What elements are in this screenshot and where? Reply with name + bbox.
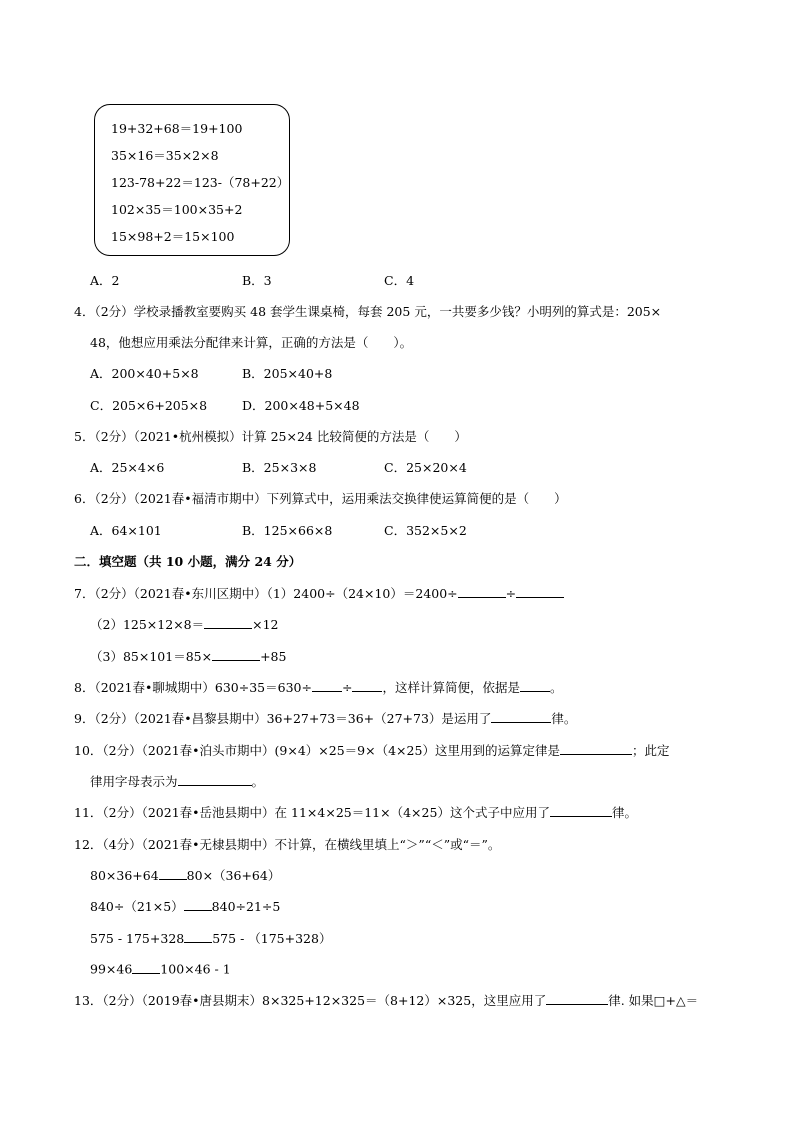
q13-text-a: 13．（2分）（2019春•唐县期末）8×325+12×325＝（8+12）×325，这里应用了: [74, 993, 547, 1008]
q7-line3-tail: +85: [260, 649, 287, 664]
q8-text-a: 8．（2021春•聊城期中）630÷35＝630÷: [74, 680, 312, 695]
q4-option-a[interactable]: A．200×40+5×8: [90, 366, 199, 381]
q8-text-b: ÷: [341, 680, 353, 695]
q9-line: [74, 709, 576, 727]
q7-blank-4[interactable]: [212, 648, 260, 662]
equation-2: 35×16＝35×2×8: [111, 148, 219, 163]
q11-text-a: 11．（2分）（2021春•岳池县期中）在 11×4×25＝11×（4×25）这个式子中应用了: [74, 805, 550, 820]
equation-3: 123-78+22＝123-（78+22）: [111, 175, 290, 190]
q10-text-a: 10．（2分）（2021春•泊头市期中）(9×4）×25＝9×（4×25）这里用到的运算定律是: [74, 743, 560, 758]
q4-option-c[interactable]: C．205×6+205×8: [90, 398, 208, 413]
q13-blank-1[interactable]: [546, 992, 608, 1006]
q7-line3: [90, 647, 286, 665]
q12-item-4-right: 100×46 - 1: [160, 961, 231, 977]
q12-item-1-right: 80×（36+64）: [186, 868, 281, 883]
q8-blank-1[interactable]: [312, 679, 342, 693]
q10-text-b: ；此定: [631, 743, 670, 758]
q11-line: [74, 803, 637, 821]
q6-text: 6．（2分）（2021春•福清市期中）下列算式中，运用乘法交换律使运算简便的是（ ）: [74, 491, 567, 506]
q4-text-line2: 48，他想应用乘法分配律来计算，正确的方法是（ ）。: [90, 335, 413, 350]
q4-text-line1: 4．（2分）学校录播教室要购买 48 套学生课桌椅，每套 205 元，一共要多少钱？小明列的算式是：205×: [74, 304, 662, 319]
q9-blank-1[interactable]: [491, 710, 551, 724]
q12-item-2: [90, 897, 280, 915]
q7-line1: [74, 584, 564, 602]
q12-item-4: [90, 960, 231, 977]
q7-line3-text: （3）85×101＝85×: [90, 649, 213, 664]
q12-blank-3[interactable]: [184, 930, 212, 944]
q7-blank-2[interactable]: [516, 585, 564, 599]
q12-blank-2[interactable]: [184, 898, 212, 912]
q7-line2-tail: ×12: [252, 617, 279, 632]
q8-blank-2[interactable]: [352, 679, 382, 693]
q12-text: 12．（4分）（2021春•无棣县期中）不计算，在横线里填上“＞”“＜”或“＝”。: [74, 837, 501, 852]
q7-line1-text: 7．（2分）（2021春•东川区期中）（1）2400÷（24×10）＝2400÷: [74, 586, 458, 601]
q3-option-b[interactable]: B．3: [242, 273, 272, 288]
q10-blank-2[interactable]: [178, 773, 252, 787]
q12-item-3: [90, 929, 331, 947]
q12-item-1: [90, 866, 280, 884]
q10-text-d: 。: [251, 774, 265, 789]
q10-text-c: 律用字母表示为: [90, 774, 178, 789]
q8-text-c: ，这样计算简便，依据是: [382, 680, 520, 695]
q5-text: 5．（2分）（2021•杭州模拟）计算 25×24 比较简便的方法是（ ）: [74, 429, 467, 444]
q6-option-c[interactable]: C．352×5×2: [384, 523, 467, 538]
equation-box: [94, 104, 290, 256]
q6-option-b[interactable]: B．125×66×8: [242, 523, 333, 538]
q12-item-3-left: 575 - 175+328: [90, 931, 185, 946]
q7-line2-text: （2）125×12×8＝: [90, 617, 205, 632]
q13-line: [74, 991, 698, 1009]
q12-blank-1[interactable]: [159, 867, 187, 881]
q12-item-2-left: 840÷（21×5）: [90, 899, 184, 914]
q12-item-3-right: 575 - （175+328）: [212, 931, 332, 946]
q12-item-4-left: 99×46: [90, 961, 133, 977]
q9-text-a: 9．（2分）（2021春•昌黎县期中）36+27+73＝36+（27+73）是运用了: [74, 711, 492, 726]
q11-text-b: 律。: [611, 805, 637, 820]
q5-option-a[interactable]: A．25×4×6: [90, 460, 165, 475]
q4-option-d[interactable]: D．200×48+5×48: [242, 398, 360, 413]
q12-item-1-left: 80×36+64: [90, 868, 159, 883]
q9-text-b: 律。: [551, 711, 577, 726]
q7-line1-div: ÷: [505, 586, 517, 601]
q5-option-b[interactable]: B．25×3×8: [242, 460, 317, 475]
q7-blank-1[interactable]: [458, 585, 506, 599]
q6-option-a[interactable]: A．64×101: [90, 523, 162, 538]
equation-1: 19+32+68＝19+100: [111, 121, 243, 136]
q8-text-d: 。: [549, 680, 563, 695]
q10-line2: [90, 772, 264, 790]
q10-blank-1[interactable]: [560, 742, 632, 756]
equation-4: 102×35＝100×35+2: [111, 202, 243, 217]
section-2-title: 二．填空题（共 10 小题，满分 24 分）: [74, 554, 302, 569]
q4-option-b[interactable]: B．205×40+8: [242, 366, 333, 381]
q11-blank-1[interactable]: [550, 804, 612, 818]
q7-blank-3[interactable]: [204, 616, 252, 630]
q3-option-c[interactable]: C．4: [384, 273, 415, 288]
q5-option-c[interactable]: C．25×20×4: [384, 460, 467, 475]
q8-line: [74, 678, 562, 696]
q12-item-2-right: 840÷21÷5: [211, 899, 281, 914]
q12-blank-4[interactable]: [132, 960, 160, 974]
q13-text-b: 律. 如果□+△＝: [608, 993, 699, 1008]
q8-blank-3[interactable]: [520, 679, 550, 693]
q7-line2: [90, 615, 279, 633]
q3-option-a[interactable]: A．2: [90, 273, 120, 288]
q10-line1: [74, 741, 669, 759]
equation-5: 15×98+2＝15×100: [111, 229, 235, 244]
